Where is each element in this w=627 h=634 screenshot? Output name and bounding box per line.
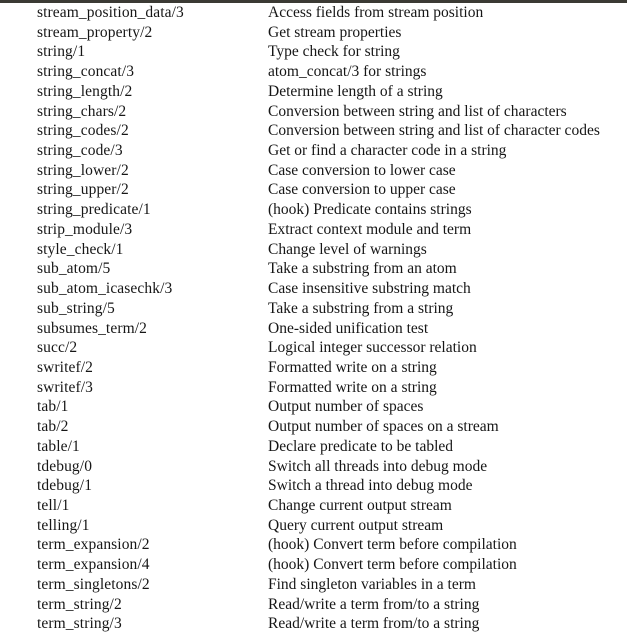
table-row: [0, 82, 627, 102]
predicate-indicator: term_string/2: [37, 595, 122, 613]
predicate-summary: Case conversion to upper case: [268, 181, 456, 199]
table-row: [0, 496, 627, 516]
table-row: [0, 417, 627, 437]
predicate-indicator: subsumes_term/2: [37, 319, 147, 337]
predicate-summary: Determine length of a string: [268, 82, 443, 100]
table-row: [0, 279, 627, 299]
predicate-indicator: string_upper/2: [37, 181, 129, 199]
predicate-summary: Output number of spaces on a stream: [268, 418, 499, 436]
predicate-indicator: tdebug/1: [37, 477, 93, 495]
predicate-summary: atom_concat/3 for strings: [268, 63, 427, 81]
predicate-summary: (hook) Convert term before compilation: [268, 536, 517, 554]
predicate-summary: Get or find a character code in a string: [268, 142, 507, 160]
table-row: [0, 23, 627, 43]
table-row: [0, 437, 627, 457]
table-row: [0, 259, 627, 279]
predicate-indicator: tell/1: [37, 496, 70, 514]
table-row: [0, 319, 627, 339]
predicate-summary: (hook) Predicate contains strings: [268, 201, 472, 219]
predicate-summary: Type check for string: [268, 43, 400, 61]
predicate-indicator: tdebug/0: [37, 457, 93, 475]
predicate-indicator: table/1: [37, 437, 80, 455]
predicate-summary: Query current output stream: [268, 516, 444, 534]
predicate-summary: Take a substring from an atom: [268, 260, 457, 278]
predicate-summary: Conversion between string and list of characters: [268, 102, 567, 120]
predicate-summary: Read/write a term from/to a string: [268, 615, 480, 633]
predicate-summary: Case conversion to lower case: [268, 161, 456, 179]
predicate-indicator: succ/2: [37, 339, 78, 357]
table-row: [0, 200, 627, 220]
predicate-summary: Formatted write on a string: [268, 358, 437, 376]
predicate-indicator: swritef/3: [37, 378, 93, 396]
predicate-summary: Access fields from stream position: [268, 4, 484, 21]
table-row: [0, 161, 627, 181]
predicate-summary: Output number of spaces: [268, 398, 424, 416]
table-row: [0, 358, 627, 378]
predicate-indicator: stream_position_data/3: [37, 4, 184, 21]
table-row: [0, 141, 627, 161]
table-row: [0, 62, 627, 82]
predicate-indicator: tab/1: [37, 398, 69, 416]
table-row: [0, 299, 627, 319]
predicate-summary: Read/write a term from/to a string: [268, 595, 480, 613]
predicate-indicator: term_string/3: [37, 615, 122, 633]
table-row: [0, 555, 627, 575]
table-row: [0, 476, 627, 496]
predicate-indicator: telling/1: [37, 516, 90, 534]
predicate-indicator: string_codes/2: [37, 122, 129, 140]
predicate-indicator: string_predicate/1: [37, 201, 151, 219]
table-row: [0, 102, 627, 122]
predicate-indicator: string_lower/2: [37, 161, 129, 179]
predicate-indicator: string_concat/3: [37, 63, 135, 81]
predicate-summary: Get stream properties: [268, 23, 402, 41]
table-row: [0, 535, 627, 555]
table-row: [0, 3, 627, 23]
table-row: [0, 240, 627, 260]
predicate-summary: Switch all threads into debug mode: [268, 457, 488, 475]
table-row: [0, 42, 627, 62]
predicate-summary: Logical integer successor relation: [268, 339, 477, 357]
predicate-indicator: swritef/2: [37, 358, 93, 376]
table-row: [0, 180, 627, 200]
predicate-summary: Switch a thread into debug mode: [268, 477, 473, 495]
predicate-indicator: string/1: [37, 43, 86, 61]
predicate-summary: Declare predicate to be tabled: [268, 437, 454, 455]
table-row: [0, 614, 627, 634]
predicate-indicator: sub_string/5: [37, 299, 115, 317]
predicate-indicator: stream_property/2: [37, 23, 153, 41]
table-row: [0, 397, 627, 417]
predicate-indicator: string_chars/2: [37, 102, 127, 120]
table-row: [0, 516, 627, 536]
predicate-indicator: string_code/3: [37, 142, 123, 160]
predicate-summary: Change level of warnings: [268, 240, 427, 258]
predicate-summary: Formatted write on a string: [268, 378, 437, 396]
predicate-indicator: term_singletons/2: [37, 575, 150, 593]
predicate-indicator: strip_module/3: [37, 220, 133, 238]
predicate-summary: Change current output stream: [268, 496, 452, 514]
table-row: [0, 595, 627, 615]
table-row: [0, 575, 627, 595]
predicate-summary-table: [0, 3, 627, 634]
predicate-summary: Find singleton variables in a term: [268, 575, 476, 593]
predicate-indicator: sub_atom_icasechk/3: [37, 280, 173, 298]
predicate-indicator: style_check/1: [37, 240, 124, 258]
predicate-indicator: term_expansion/2: [37, 536, 150, 554]
table-row: [0, 457, 627, 477]
predicate-summary: Extract context module and term: [268, 220, 472, 238]
predicate-summary: (hook) Convert term before compilation: [268, 556, 517, 574]
table-row: [0, 338, 627, 358]
predicate-indicator: term_expansion/4: [37, 556, 150, 574]
predicate-indicator: string_length/2: [37, 82, 133, 100]
predicate-summary: Case insensitive substring match: [268, 280, 471, 298]
predicate-indicator: sub_atom/5: [37, 260, 111, 278]
table-row: [0, 121, 627, 141]
predicate-summary: One-sided unification test: [268, 319, 429, 337]
predicate-indicator: tab/2: [37, 418, 69, 436]
predicate-summary: Take a substring from a string: [268, 299, 454, 317]
table-row: [0, 378, 627, 398]
predicate-summary: Conversion between string and list of character codes: [268, 122, 600, 140]
table-row: [0, 220, 627, 240]
